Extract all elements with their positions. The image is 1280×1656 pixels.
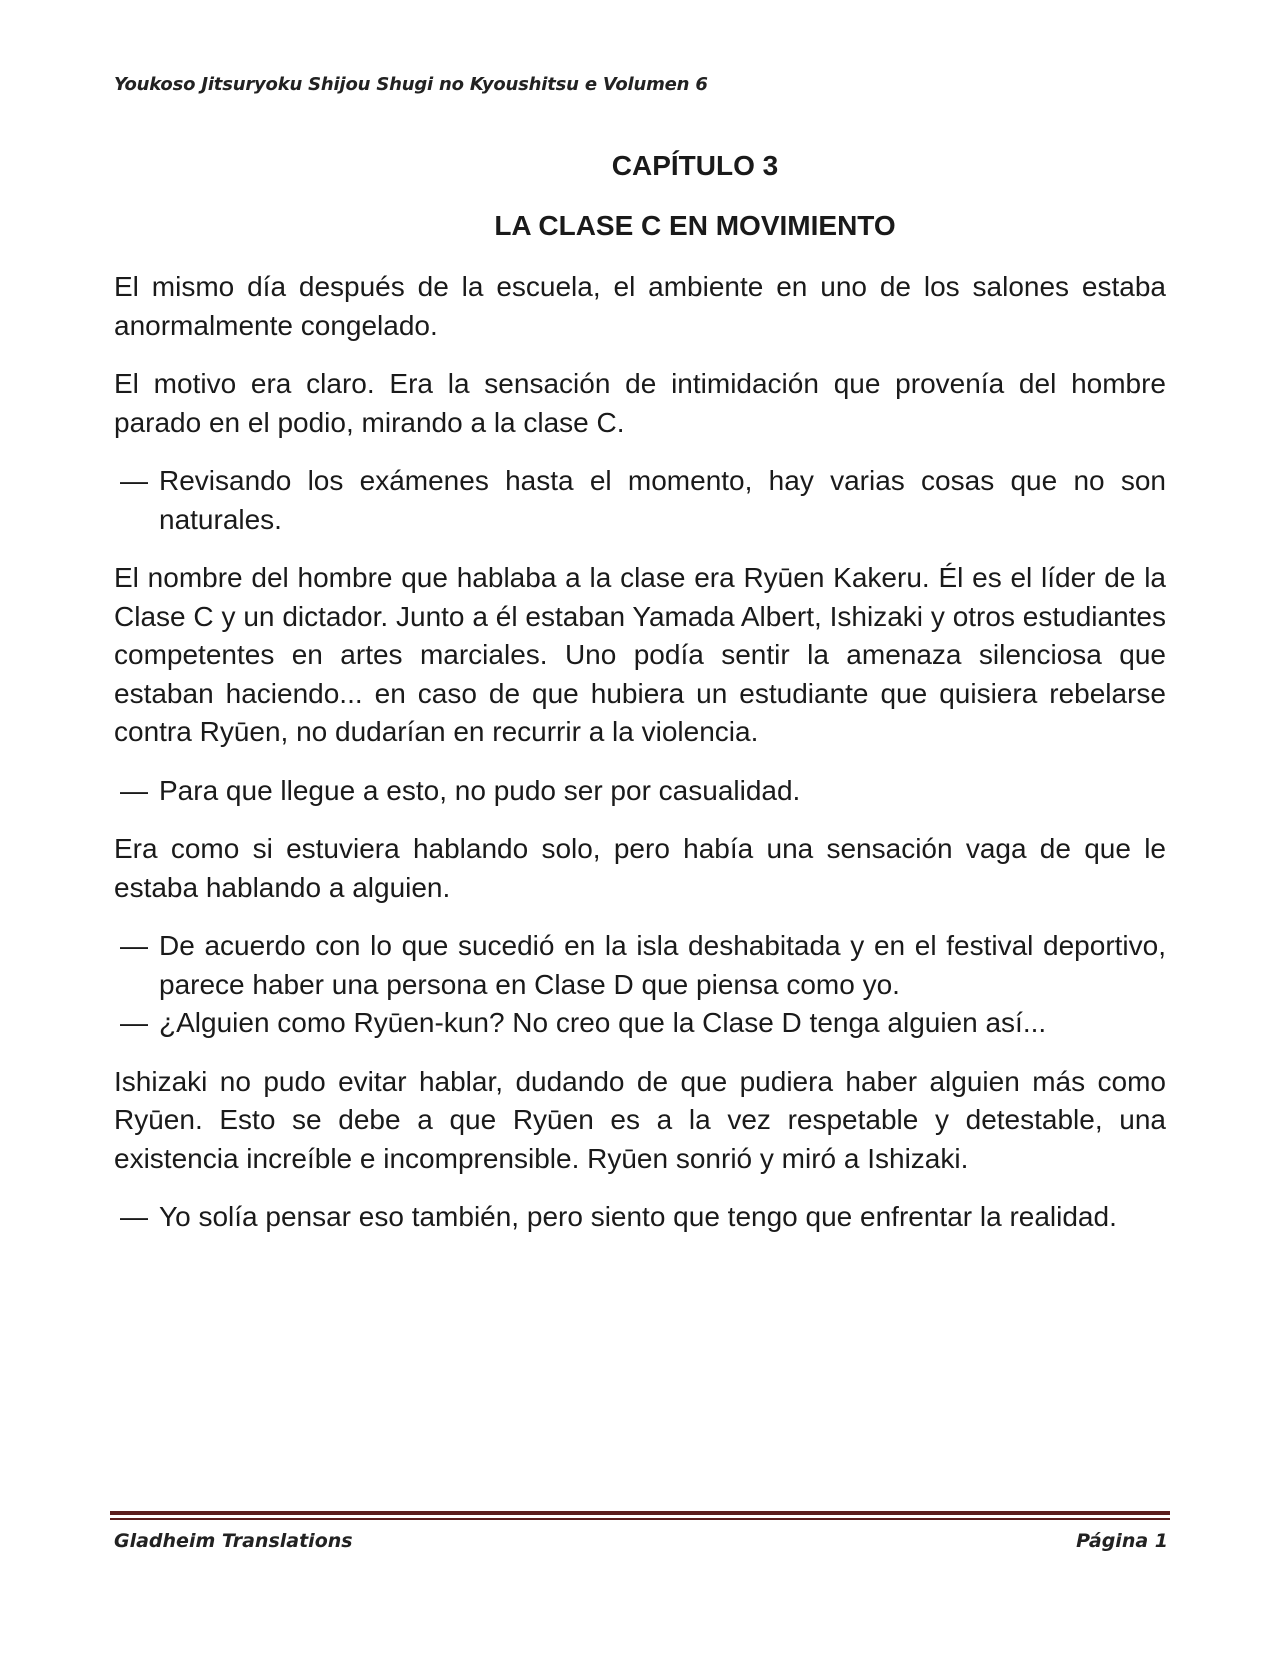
- footer-divider-thick: [110, 1511, 1170, 1515]
- dialogue-text: ¿Alguien como Ryūen-kun? No creo que la Clase D tenga alguien así...: [159, 1007, 1047, 1038]
- chapter-title: LA CLASE C EN MOVIMIENTO: [494, 210, 896, 241]
- dialogue-dash: —: [120, 930, 148, 961]
- dialogue-text: Revisando los exámenes hasta el momento, hay varias cosas que no son naturales.: [159, 465, 1166, 535]
- dialogue-text: Para que llegue a esto, no pudo ser por casualidad.: [159, 774, 801, 806]
- paragraph-4: Era como si estuviera hablando solo, pero había una sensación vaga de que le estaba hablando a alguien.: [114, 833, 1166, 903]
- chapter-heading: [114, 146, 1166, 246]
- paragraph-5: Ishizaki no pudo evitar hablar, dudando de que pudiera haber alguien más como Ryūen. Esto se debe a que Ryūen es a la vez respetable y detestable, una existencia increíble e incomprensible. Ryūen sonrió y miró a Ishizaki.: [114, 1065, 1166, 1174]
- chapter-number: CAPÍTULO 3: [611, 150, 779, 181]
- chapter-body: [114, 268, 1166, 1257]
- running-header-title: Youkoso Jitsuryoku Shijou Shugi no Kyoushitsu e Volumen 6: [114, 74, 708, 95]
- dialogue-line-5: [114, 1198, 1166, 1237]
- dialogue-text: Yo solía pensar eso también, pero siento que tengo que enfrentar la realidad.: [159, 1201, 1117, 1232]
- footer-page-number: Página 1: [1076, 1530, 1168, 1552]
- footer-translator-credit: Gladheim Translations: [114, 1530, 353, 1552]
- footer-divider-thin: [110, 1518, 1170, 1520]
- paragraph-2: El motivo era claro. Era la sensación de intimidación que provenía del hombre parado en el podio, mirando a la clase C.: [114, 368, 1166, 438]
- dialogue-text: De acuerdo con lo que sucedió en la isla deshabitada y en el festival deportivo, parece haber una persona en Clase D que piensa como yo.: [159, 930, 1166, 1000]
- dialogue-line-2: [114, 772, 1166, 811]
- dialogue-line-3: [114, 927, 1166, 1004]
- dialogue-dash: —: [120, 1201, 148, 1232]
- dialogue-dash: —: [120, 1007, 148, 1038]
- dialogue-line-4: [114, 1004, 1166, 1043]
- paragraph-3: El nombre del hombre que hablaba a la clase era Ryūen Kakeru. Él es el líder de la Clase C y un dictador. Junto a él estaban Yamada Albert, Ishizaki y otros estudiantes competentes en artes marciales. Uno podía sentir la amenaza silenciosa que estaban haciendo... en caso de que hubiera un estudiante que quisiera rebelarse contra Ryūen, no dudarían en recurrir a la violencia.: [114, 562, 1166, 747]
- dialogue-dash: —: [120, 465, 148, 496]
- paragraph-1: El mismo día después de la escuela, el ambiente en uno de los salones estaba anormalmente congelado.: [114, 271, 1166, 341]
- dialogue-dash: —: [120, 774, 148, 806]
- dialogue-line-1: [114, 462, 1166, 539]
